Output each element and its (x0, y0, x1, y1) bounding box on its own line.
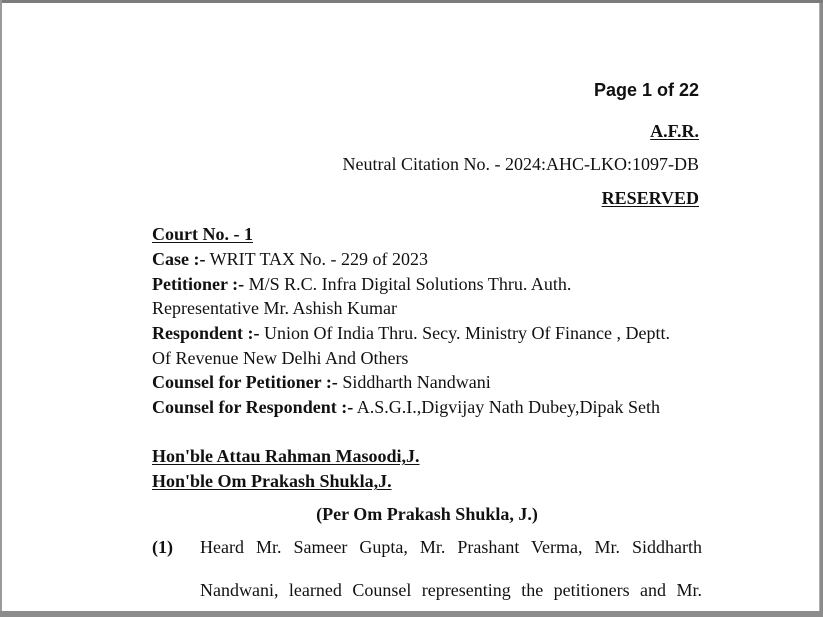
counsel-petitioner-label: Counsel for Petitioner :- (152, 372, 338, 392)
respondent-label: Respondent :- (152, 323, 260, 343)
respondent-line-continued: Of Revenue New Delhi And Others (152, 348, 409, 368)
judge-name: Hon'ble Attau Rahman Masoodi,J. (152, 446, 420, 466)
counsel-respondent-label: Counsel for Respondent :- (152, 397, 354, 417)
case-label: Case :- (152, 249, 206, 269)
counsel-respondent-value: A.S.G.I.,Digvijay Nath Dubey,Dipak Seth (353, 397, 660, 417)
court-number: Court No. - 1 (152, 224, 253, 244)
respondent-line (152, 321, 670, 345)
counsel-respondent-line (152, 395, 660, 419)
petitioner-line-continued: Representative Mr. Ashish Kumar (152, 298, 397, 318)
viewer-top-edge (0, 0, 823, 3)
counsel-petitioner-line (152, 370, 491, 394)
counsel-petitioner-value: Siddharth Nandwani (337, 372, 491, 392)
paragraph-number: (1) (152, 537, 173, 557)
afr-marker: A.F.R. (650, 121, 699, 141)
neutral-citation: Neutral Citation No. - 2024:AHC-LKO:1097-DB (342, 154, 699, 174)
reserved-marker: RESERVED (601, 188, 699, 208)
paragraph-text-line: Heard Mr. Sameer Gupta, Mr. Prashant Verma, Mr. Siddharth (200, 537, 702, 557)
case-line (152, 247, 428, 271)
respondent-value: Union Of India Thru. Secy. Ministry Of Finance , Deptt. (259, 323, 670, 343)
viewer-left-edge (0, 0, 2, 617)
petitioner-value: M/S R.C. Infra Digital Solutions Thru. Auth. (244, 274, 572, 294)
page-number: Page 1 of 22 (593, 80, 699, 100)
petitioner-label: Petitioner :- (152, 274, 245, 294)
paragraph-text-line: Nandwani, learned Counsel representing the petitioners and Mr. (200, 580, 702, 600)
petitioner-line (152, 272, 571, 296)
judge-name: Hon'ble Om Prakash Shukla,J. (152, 471, 392, 491)
case-value: WRIT TAX No. - 229 of 2023 (205, 249, 429, 269)
viewer-bottom-edge (0, 611, 823, 617)
per-judge-line: (Per Om Prakash Shukla, J.) (316, 504, 538, 524)
